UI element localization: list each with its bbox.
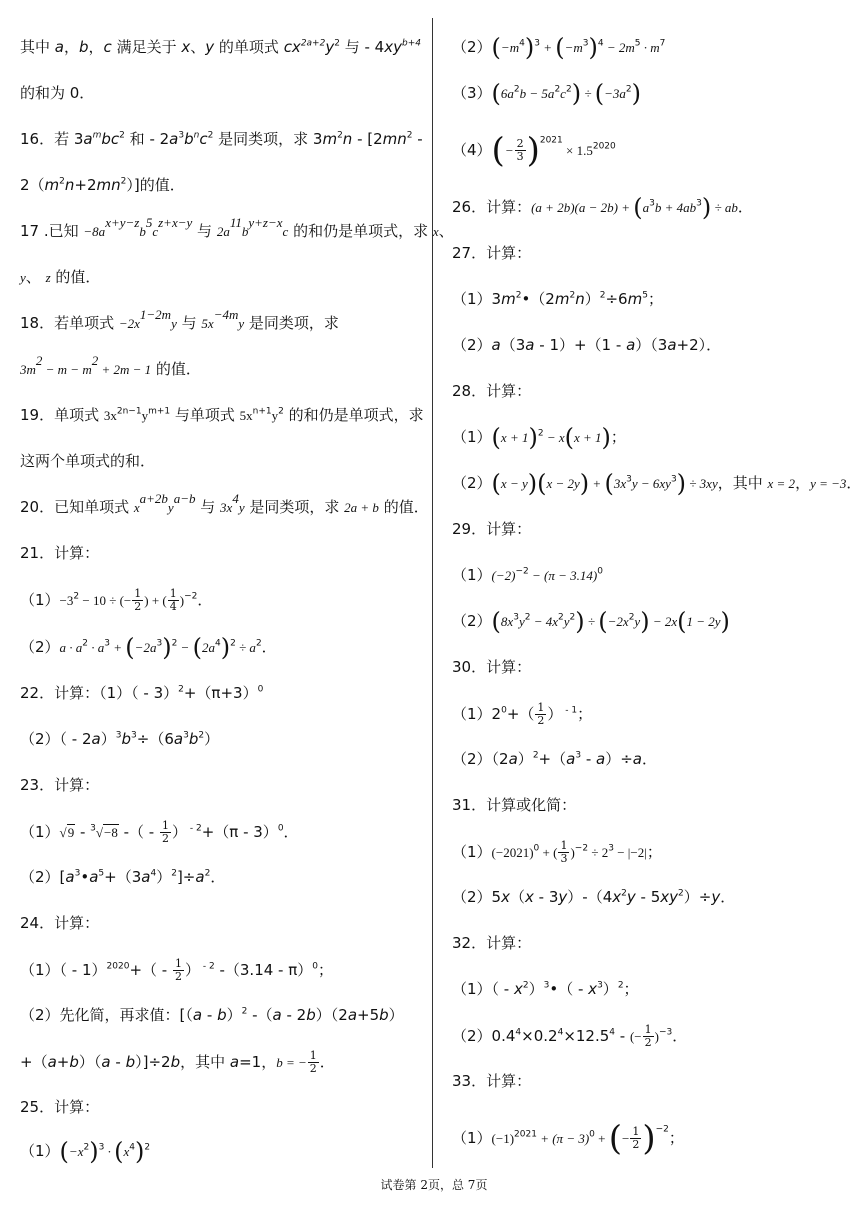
question-32-part-2: $(2)0.4^4\times 0.2^4\times 12.5^4$ - (− $\frac{1}{2}$ )$^{-3}$． bbox=[452, 1023, 688, 1049]
question-22-part-2: $(2)( - 2a)^3b^3\div(6a^3b^2)$ bbox=[20, 730, 220, 748]
page-footer: 试卷第 2页，总 7页 bbox=[380, 1178, 488, 1192]
question-29-part-1: $(1)(-2)^{-2} - (\pi - 3.14)^0$ bbox=[452, 566, 603, 584]
question-20: 20．已知单项式 $x^{a+2b}y^{a-b}$ 与 $3x^4y$ 是同类项，求 2a + b 的值． bbox=[20, 490, 429, 516]
question-25-part-4: （4）(− $\frac{2}{3}$ )$^{2021} \times 1.5^{2020}$ bbox=[452, 130, 616, 171]
question-33-title: 33．计算： bbox=[452, 1072, 532, 1090]
question-31-part-1: $(1)(-2021)^0$ + ( $\frac{1}{3}$ )$^{-2} \div 2^3 - |-2|$； bbox=[452, 839, 662, 865]
question-23-part-1: （1）√9 - $^3$√−8 -（ - $\frac{1}{2}$ ） $^{- 2}$+（π - 3）$^0$． bbox=[20, 819, 299, 845]
question-30-title: 30．计算： bbox=[452, 658, 532, 676]
question-27-part-2: （2）a（3a - 1）+（1 - a）（3a+2）． bbox=[452, 336, 722, 354]
fraction: $\frac{1}{2}$ bbox=[134, 587, 142, 613]
question-30-part-1: $(1)2^0+$（ $\frac{1}{2}$ ） $^{- 1}$； bbox=[452, 701, 593, 727]
fraction: $\frac{1}{2}$ bbox=[309, 1049, 317, 1075]
question-23-title: 23．计算： bbox=[20, 776, 100, 794]
question-25-part-3: $(3)(6a^2b - 5a^2c^2) \div (-3a^2)$ bbox=[452, 79, 641, 108]
question-26: 26．计算：$(a + 2b)(a - 2b) + (a^3b + 4ab^3)$ ÷ ab． bbox=[452, 193, 753, 222]
question-18-line-2: $3m^2 - m - m^2 + 2m - 1$ 的值． bbox=[20, 352, 201, 378]
question-32-title: 32．计算： bbox=[452, 934, 532, 952]
question-23-part-2: $(2)[a^3•a^5+(3a^4)^2]\div a^2$． bbox=[20, 868, 226, 886]
question-28-part-2: $(2)(x - y)(x - 2y) + (3x^3y - 6xy^3) \div 3xy$，其中 x = 2，y = −3． bbox=[452, 469, 862, 498]
question-21-title: 21．计算： bbox=[20, 544, 100, 562]
fraction: $\frac{1}{2}$ bbox=[537, 701, 545, 727]
fraction: $\frac{1}{2}$ bbox=[162, 819, 169, 845]
question-30-part-2: $(2)(2a)^2+(a^3 - a)\div a$． bbox=[452, 750, 658, 768]
q15-line-2: 的和为 0． bbox=[20, 84, 95, 102]
fraction: $\frac{2}{3}$ bbox=[516, 137, 524, 163]
question-29-part-2: $(2)(8x^3y^2 - 4x^2y^2) \div (-2x^2y) - 2x(1 - 2y)$ bbox=[452, 607, 730, 636]
question-25-part-1: $(1)(-x^2)^3 \cdot (x^4)^2$ bbox=[20, 1137, 151, 1166]
question-18: 18．若单项式 $-2x^{1-2m}y$ 与 $5x^{-4m}y$ 是同类项，求 bbox=[20, 306, 339, 332]
question-31-title: 31．计算或化简： bbox=[452, 796, 577, 814]
question-19-line-2: 这两个单项式的和． bbox=[20, 452, 156, 470]
question-27-title: 27．计算： bbox=[452, 244, 532, 262]
question-16: 16．若 $3a^mbc^2$ 和 - $2a^3b^nc^2$ 是同类项，求 $3m^2n - [2mn^2$ - bbox=[20, 130, 423, 148]
q15-line-1: 其中 a，b，c 满足关于 x、y 的单项式 $cx^{2a+2}y^2$ 与 - $4xy^{b+4}$ bbox=[20, 38, 421, 56]
question-24-part-2: （2）先化简，再求值：[（a - b）$^2$ -（a - 2b）（2a+5b） bbox=[20, 1006, 404, 1024]
question-25-part-2: $(2)(-m^4)^3 + (-m^3)^4 - 2m^5 \cdot m^7$ bbox=[452, 33, 666, 62]
question-27-part-1: $(1)3m^2•(2m^2n)^2\div 6m^5$； bbox=[452, 290, 663, 308]
question-24-part-1: （1）（ - 1）$^{2020}$+（ - $\frac{1}{2}$ ） $^{- 2}$ -（3.14 - π）$^0$； bbox=[20, 957, 334, 983]
question-29-title: 29．计算： bbox=[452, 520, 532, 538]
question-24-title: 24．计算： bbox=[20, 914, 100, 932]
question-31-part-2: $(2)5x(x - 3y)-(4x^2y - 5xy^2)\div y$． bbox=[452, 888, 736, 906]
fraction: $\frac{1}{2}$ bbox=[632, 1125, 640, 1151]
question-28-title: 28．计算： bbox=[452, 382, 532, 400]
question-32-part-1: $(1)( - x^2)^3•( - x^3)^2$； bbox=[452, 980, 639, 998]
question-33-part-1: $(1)(-1)^{2021} + (\pi - 3)^0$ + (− $\frac{1}{2}$ )$^{-2}$； bbox=[452, 1118, 684, 1159]
question-22-part-1: 22．计算：$(1)( - 3)^2+(\pi+3)^0$ bbox=[20, 684, 264, 702]
question-17: 17 .已知 $-8a^{x+y-z}b^5c^{z+x-y}$ 与 $2a^{11}b^{y+z-x}c$ 的和仍是单项式，求 x、 bbox=[20, 214, 454, 240]
fraction: $\frac{1}{4}$ bbox=[169, 587, 177, 613]
question-28-part-1: $(1)(x + 1)^2 - x(x + 1)$； bbox=[452, 423, 626, 452]
column-divider bbox=[432, 18, 433, 1168]
question-19: 19．单项式 $3x^{2n-1}y^{m+1}$ 与单项式 $5x^{n+1}y^2$ 的和仍是单项式，求 bbox=[20, 406, 424, 424]
question-25-title: 25．计算： bbox=[20, 1098, 100, 1116]
question-24-part-2-line-2: +（a+b）（a - b）]÷2b，其中 a=1，b = − $\frac{1}{2}$ ． bbox=[20, 1049, 335, 1075]
fraction: $\frac{1}{3}$ bbox=[560, 839, 568, 865]
fraction: $\frac{1}{2}$ bbox=[174, 957, 182, 983]
question-16-line-2: $2(m^2n+2mn^2)$]的值． bbox=[20, 176, 185, 194]
fraction: $\frac{1}{2}$ bbox=[644, 1023, 652, 1049]
question-17-line-2: y、 z 的值． bbox=[20, 268, 101, 286]
question-21-part-2: $(2)a \cdot a^2 \cdot a^3 + (-2a^3)^2 - (2a^4)^2 \div a^2$． bbox=[20, 633, 277, 662]
question-21-part-1: $(1)-3^2 - 10$ ÷ (− $\frac{1}{2}$ ) + ( $\frac{1}{4}$ )$^{-2}$． bbox=[20, 587, 213, 613]
